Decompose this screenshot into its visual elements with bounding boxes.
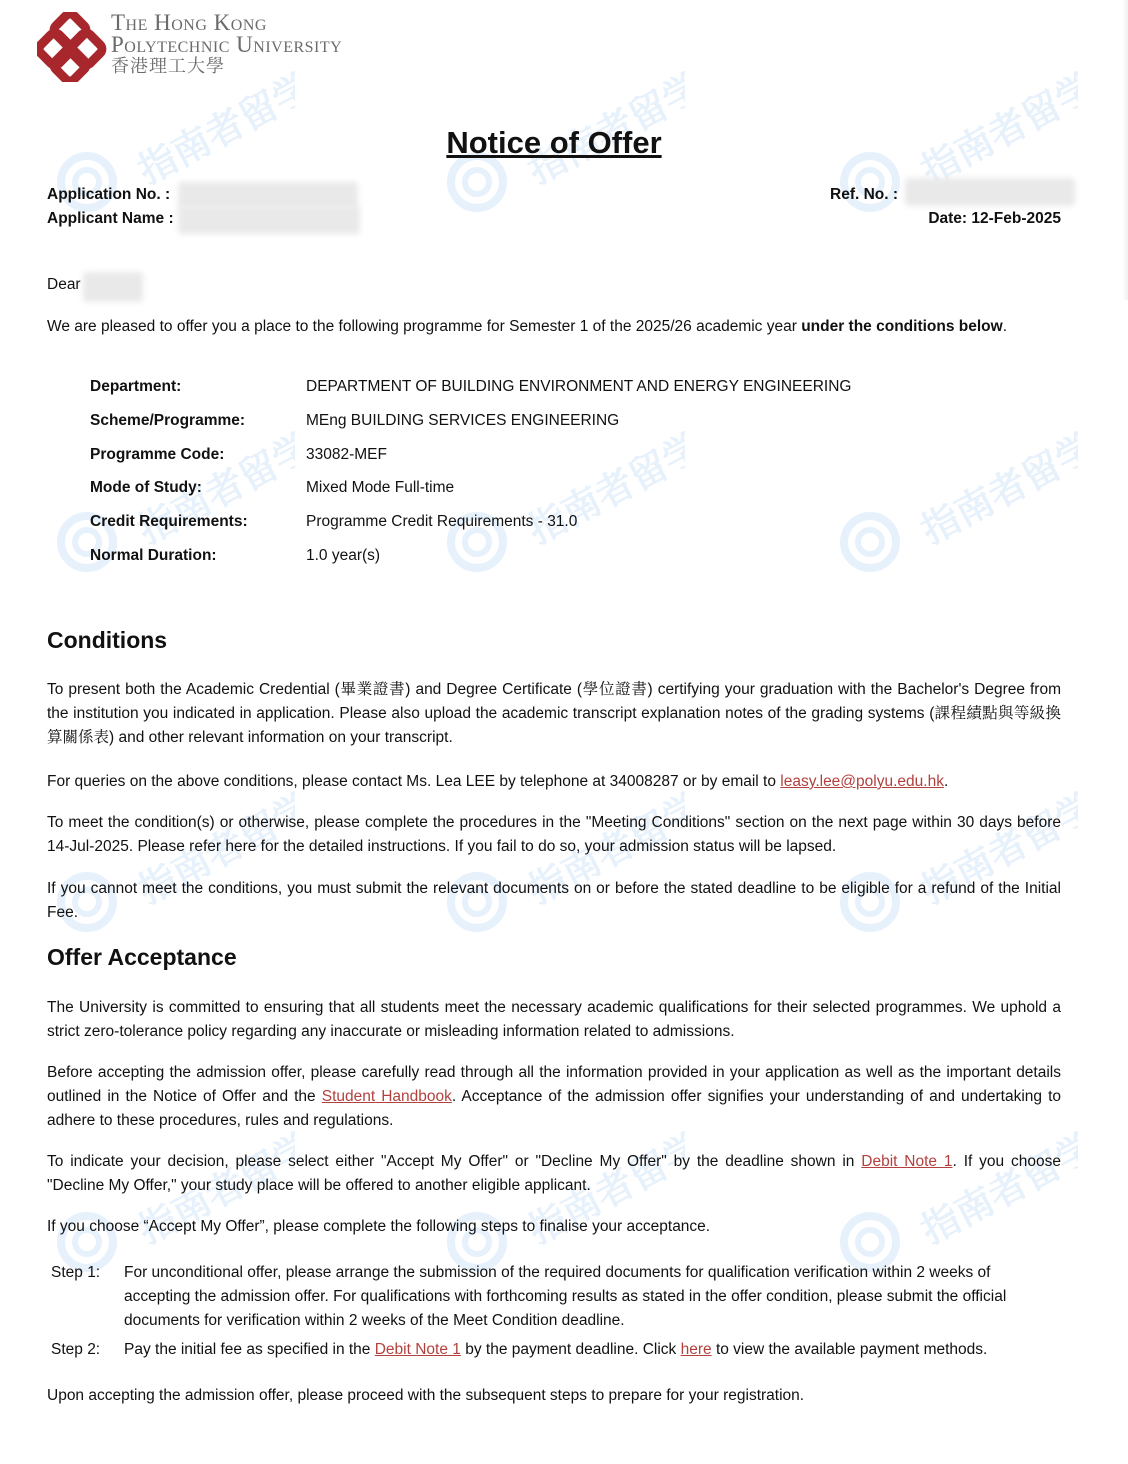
contact-email-link[interactable]: leasy.lee@polyu.edu.hk xyxy=(780,773,944,790)
contact-text: For queries on the above conditions, please contact Ms. Lea LEE by telephone at 34008287 or by email to xyxy=(47,773,781,790)
debit-note-link[interactable]: Debit Note 1 xyxy=(861,1153,953,1170)
page-title: Notice of Offer xyxy=(446,125,662,160)
logo-line-2: Polytechnic University xyxy=(111,32,343,57)
acceptance-paragraph-2 xyxy=(47,1061,1061,1133)
watermark-mark xyxy=(838,400,1078,588)
intro-paragraph xyxy=(47,315,1061,339)
conditions-paragraph-4: If you cannot meet the conditions, you must submit the relevant documents on or before the stated deadline to be eligible for a refund of the Initial Fee. xyxy=(47,880,1061,921)
svg-text:指南者留学: 指南者留学 xyxy=(520,64,685,193)
svg-text:指南者留学: 指南者留学 xyxy=(520,424,685,553)
step-2-debit-note-link[interactable]: Debit Note 1 xyxy=(374,1341,461,1358)
svg-text:指南者留学: 指南者留学 xyxy=(913,1124,1078,1253)
svg-text:指南者留学: 指南者留学 xyxy=(913,784,1078,913)
acceptance-paragraph-1: The University is committed to ensuring that all students meet the necessary academic qualifications for their selected programmes. We uphold a strict zero-tolerance policy regarding any inaccurate or misleading information related to admissions. xyxy=(47,999,1061,1040)
conditions-heading: Conditions xyxy=(47,627,168,653)
step-2-text xyxy=(124,1338,1061,1362)
step-2-text-c: to view the available payment methods. xyxy=(711,1341,988,1358)
logo-line-3: 香港理工大學 xyxy=(111,56,225,76)
applicant-name-redacted xyxy=(178,206,360,234)
contact-end: . xyxy=(943,773,949,790)
svg-text:指南者留学: 指南者留学 xyxy=(130,1124,295,1253)
svg-text:指南者留学: 指南者留学 xyxy=(130,424,295,553)
scheme-value: MEng BUILDING SERVICES ENGINEERING xyxy=(306,412,620,429)
mode-of-study-label: Mode of Study: xyxy=(90,479,202,496)
credit-requirements-value: Programme Credit Requirements - 31.0 xyxy=(306,513,578,530)
intro-text: We are pleased to offer you a place to the following programme for Semester 1 of the 2025/26 academic year xyxy=(47,318,802,335)
ref-no-label: Ref. No. : xyxy=(830,186,899,203)
intro-bold: under the conditions below xyxy=(801,318,1003,335)
greeting: Dear xyxy=(47,276,81,293)
conditions-paragraph-3: To meet the condition(s) or otherwise, please complete the procedures in the "Meeting Conditions" section on the next page within 30 days before 14-Jul-2025. Please refer here for the detailed instructions. If you fail to do so, your admission status will be lapsed. xyxy=(47,814,1061,855)
programme-code-label: Programme Code: xyxy=(90,446,225,463)
acceptance-paragraph-5: Upon accepting the admission offer, please proceed with the subsequent steps to prepare for your registration. xyxy=(47,1387,805,1404)
payment-methods-here-link[interactable]: here xyxy=(680,1341,712,1358)
applicant-name-label: Applicant Name : xyxy=(47,210,174,227)
mode-of-study-value: Mixed Mode Full-time xyxy=(306,479,455,496)
svg-text:指南者留学: 指南者留学 xyxy=(130,64,295,193)
department-value: DEPARTMENT OF BUILDING ENVIRONMENT AND ENERGY ENGINEERING xyxy=(306,378,852,395)
offer-acceptance-heading: Offer Acceptance xyxy=(47,944,237,970)
application-no-label: Application No. : xyxy=(47,186,171,203)
application-no-redacted xyxy=(178,182,358,208)
acceptance-p3-end: . If you choose "Decline My Offer," your study place will be offered to another eligible applicant. xyxy=(47,1153,1061,1194)
polyu-logo xyxy=(37,10,397,82)
student-handbook-link[interactable]: Student Handbook xyxy=(321,1088,452,1105)
polyu-emblem-icon xyxy=(37,12,107,82)
department-label: Department: xyxy=(90,378,182,395)
svg-text:指南者留学: 指南者留学 xyxy=(913,64,1078,193)
svg-text:指南者留学: 指南者留学 xyxy=(130,784,295,913)
acceptance-p2-text: Before accepting the admission offer, please carefully read through all the information provided in your application as well as the important details outlined in the Notice of Offer and the xyxy=(47,1064,1061,1105)
programme-code-value: 33082-MEF xyxy=(306,446,387,463)
acceptance-p2-end: . Acceptance of the admission offer signifies your understanding of and undertaking to adhere to these procedures, rules and regulations. xyxy=(47,1088,1062,1129)
acceptance-paragraph-3 xyxy=(47,1150,1061,1198)
ref-no-redacted xyxy=(905,178,1075,206)
step-2-text-a: Pay the initial fee as specified in the xyxy=(124,1341,375,1358)
svg-text:指南者留学: 指南者留学 xyxy=(520,784,685,913)
intro-end: . xyxy=(1002,318,1007,335)
step-1-text: For unconditional offer, please arrange the submission of the required documents for qualification verification within 2 weeks of accepting the admission offer. For qualifications with forthcoming results as stated in the offer condition, please submit the official documents for verification within 2 weeks of the Meet Condition deadline. xyxy=(124,1264,1007,1329)
svg-text:指南者留学: 指南者留学 xyxy=(520,1124,685,1253)
step-2-text-b: by the payment deadline. Click xyxy=(460,1341,681,1358)
svg-text:指南者留学: 指南者留学 xyxy=(913,424,1078,553)
step-2-label: Step 2: xyxy=(51,1341,101,1358)
greeting-name-redacted xyxy=(83,272,143,302)
acceptance-p3-text: To indicate your decision, please select either "Accept My Offer" or "Decline My Offer" by the deadline shown in xyxy=(47,1153,862,1170)
offer-date: Date: 12-Feb-2025 xyxy=(928,210,1061,227)
acceptance-paragraph-4: If you choose “Accept My Offer”, please complete the following steps to finalise your acceptance. xyxy=(47,1218,711,1235)
normal-duration-label: Normal Duration: xyxy=(90,547,217,564)
conditions-paragraph-2 xyxy=(47,770,1061,794)
credit-requirements-label: Credit Requirements: xyxy=(90,513,248,530)
conditions-paragraph-1: To present both the Academic Credential (畢業證書) and Degree Certificate (學位證書) certifying your graduation with the Bachelor's Degree from the institution you indicated in application. Please also upload the academic transcript explanation notes of the grading systems (課程績點與等級換算關係表) and other relevant information on your transcript. xyxy=(47,681,1061,746)
step-1-label: Step 1: xyxy=(51,1264,101,1281)
page-edge-shadow xyxy=(1122,0,1128,300)
normal-duration-value: 1.0 year(s) xyxy=(306,547,381,564)
scheme-label: Scheme/Programme: xyxy=(90,412,246,429)
logo-line-1: The Hong Kong xyxy=(111,10,267,35)
